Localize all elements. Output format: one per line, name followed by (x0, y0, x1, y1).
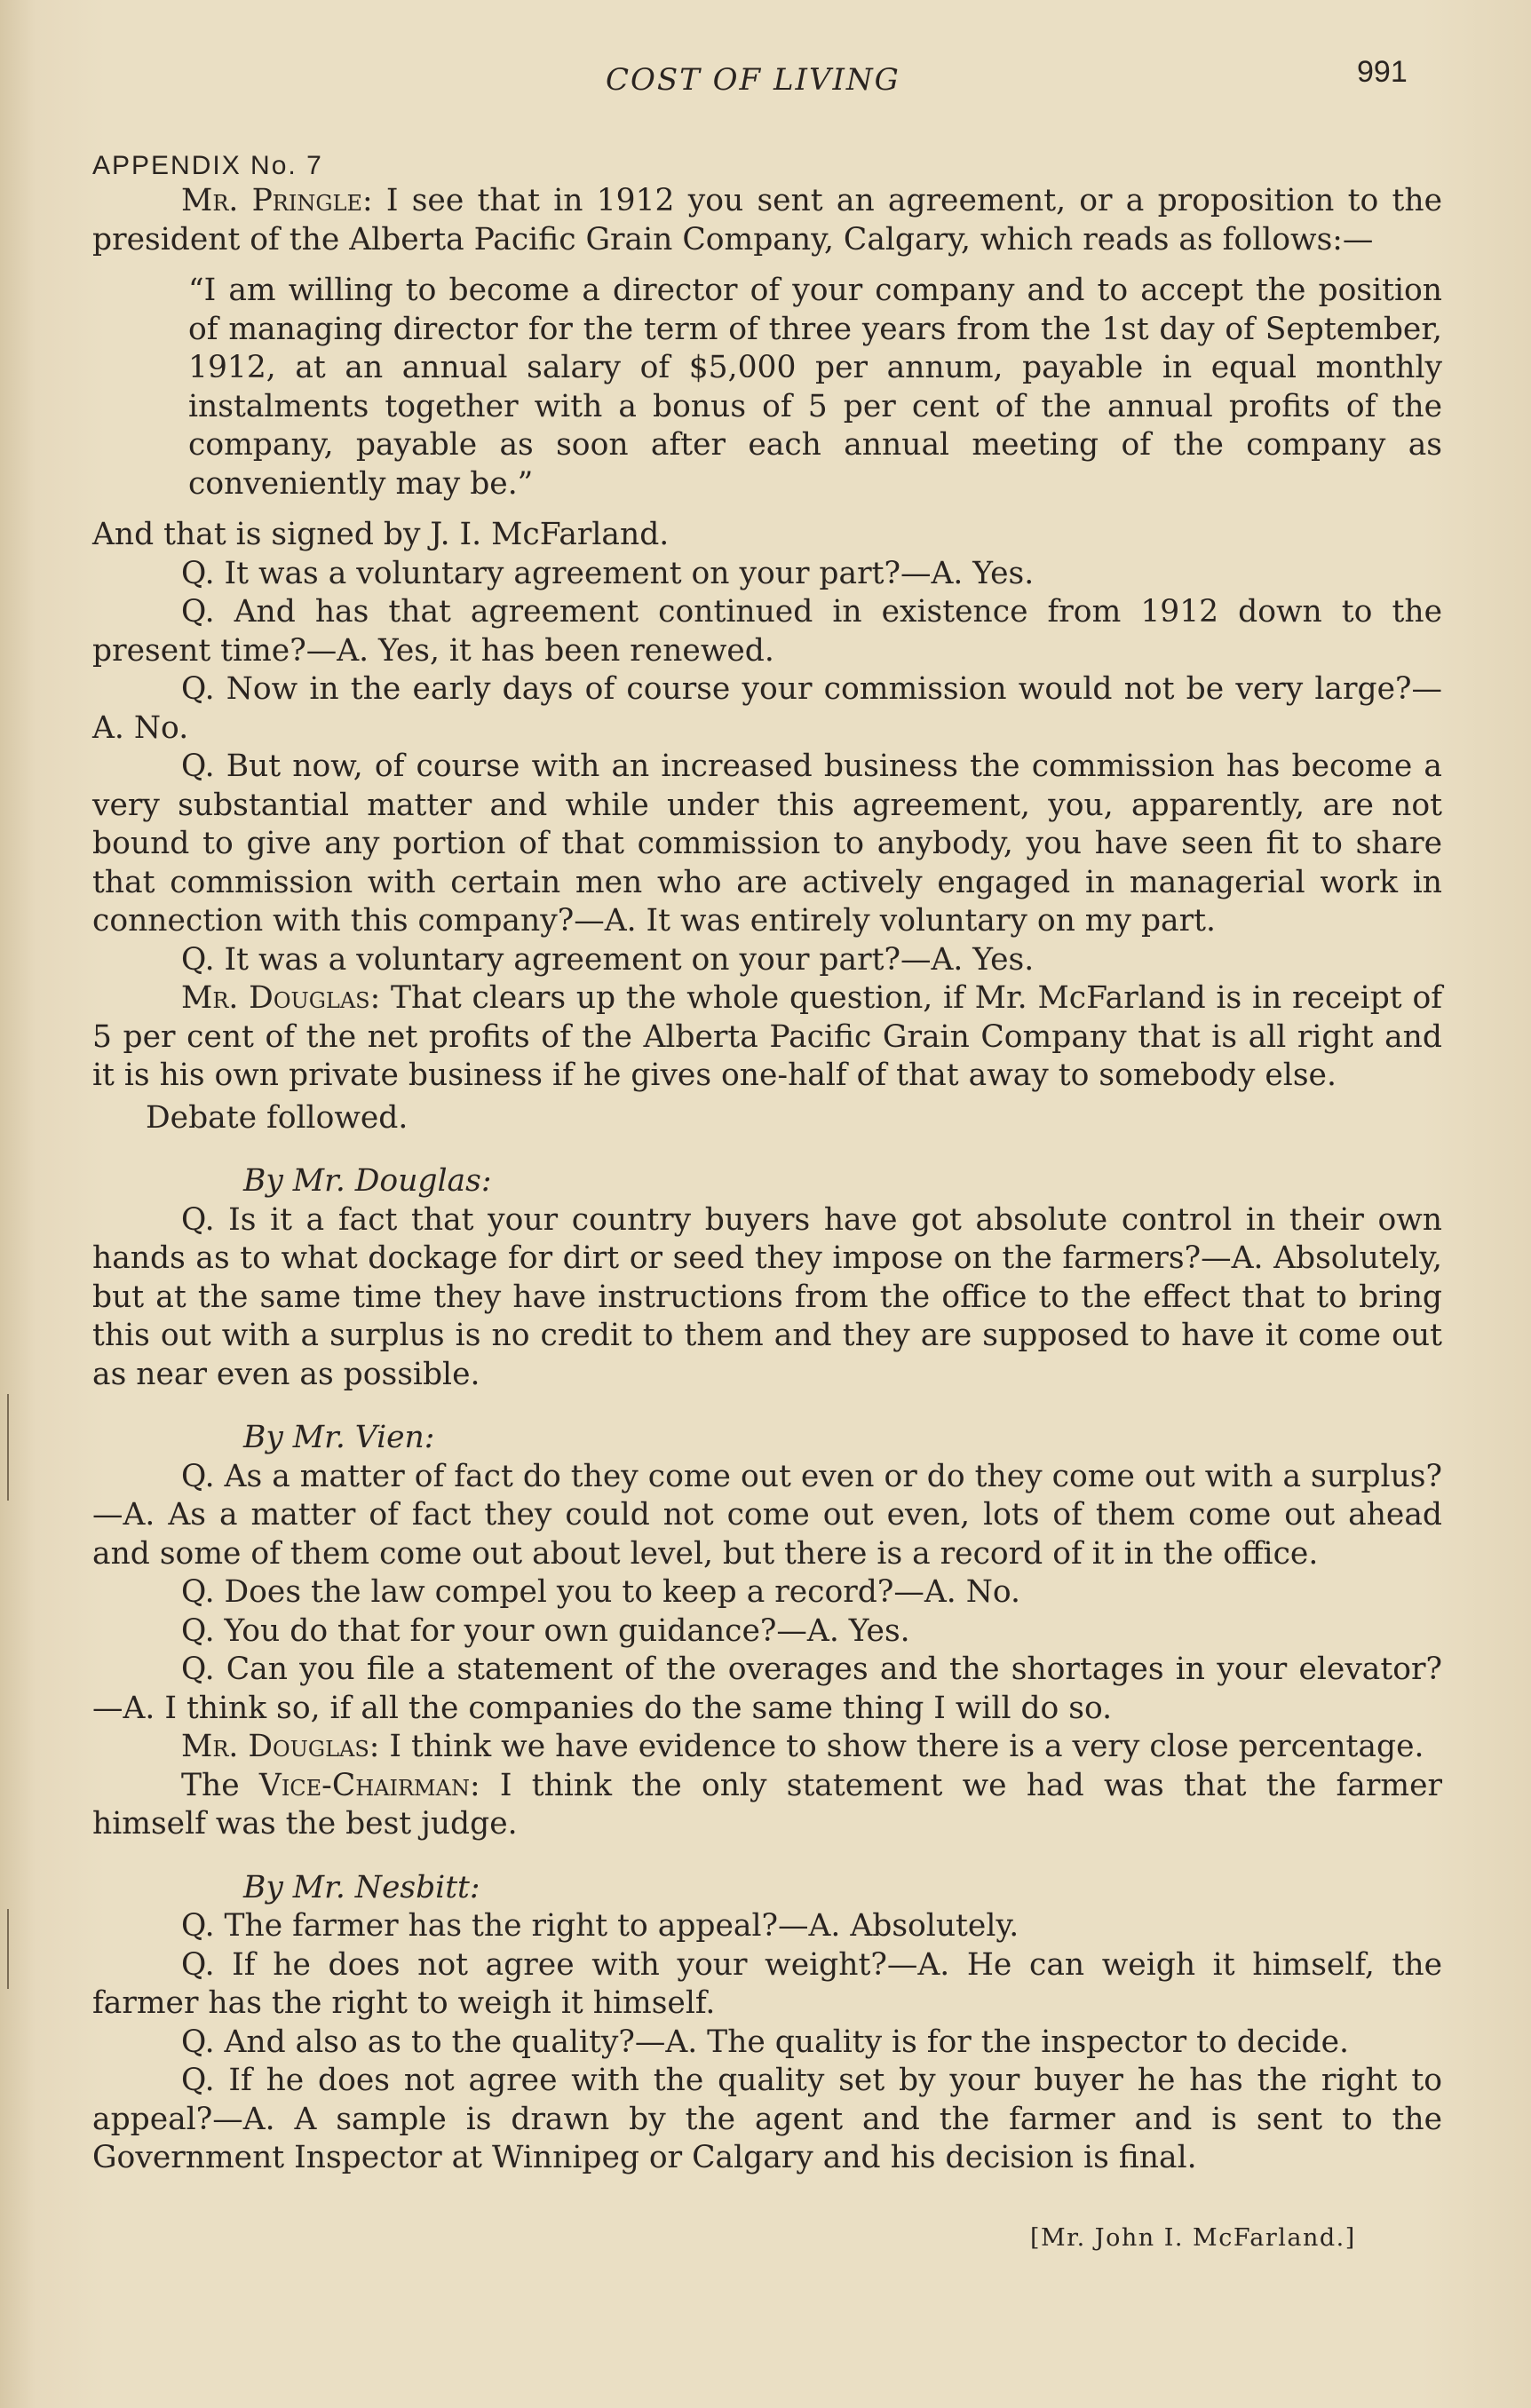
question-answer: Q. You do that for your own guidance?—A. Yes. (181, 1612, 910, 1649)
question-answer: Q. The farmer has the right to appeal?—A. Absolutely. (181, 1908, 1019, 1944)
paragraph (92, 182, 1442, 259)
question-answer: Q. But now, of course with an increased business the commission has become a very substantial matter and while under this agreement, you, apparently, are not bound to give any portion of that commission to anybody, you have seen fit to share that commission with certain men who are actively engaged in managerial work in connection with this company?—A. It was entirely voluntary on my part. (92, 749, 1442, 939)
question-answer: Q. Does the law compel you to keep a record?—A. No. (181, 1574, 1021, 1610)
paragraph (92, 1767, 1442, 1844)
paragraph-text: : I think the only statement we had was that the farmer himself was the best judge. (92, 1767, 1442, 1842)
question-answer: Q. It was a voluntary agreement on your part?—A. Yes. (181, 941, 1035, 978)
speaker-name: Mr. Pringle (181, 183, 362, 218)
section-heading: By Mr. Vien: (243, 1420, 435, 1455)
margin-mark (7, 1394, 9, 1501)
question-answer: Q. It was a voluntary agreement on your part?—A. Yes. (181, 555, 1035, 591)
question-answer: Q. And also as to the quality?—A. The quality is for the inspector to decide. (181, 2024, 1350, 2060)
question-answer: Q. And has that agreement continued in existence from 1912 down to the present time?—A. Yes, it has been renewed. (92, 594, 1442, 669)
quote-text: “I am willing to become a director of your company and to accept the position of managing director for the term of three years from the 1st day of September, 1912, at an annual salary of $5,000 per annum, payable in equal monthly instalments together with a bonus of 5 per cent of the annual profits of the company, payable as soon after each annual meeting of the company as conveniently may be.” (188, 273, 1442, 502)
paragraph-text: The (181, 1767, 259, 1803)
running-head (0, 55, 1531, 108)
appendix-label: APPENDIX No. 7 (92, 151, 323, 180)
question-answer: Q. If he does not agree with your weight?—A. He can weigh it himself, the farmer has the right to weigh it himself. (92, 1946, 1442, 2021)
paragraph (92, 979, 1442, 1096)
paragraph-text: : I see that in 1912 you sent an agreement, or a proposition to the president of the Alberta Pacific Grain Company, Calgary, which reads as follows:— (92, 183, 1442, 257)
question-answer: Q. As a matter of fact do they come out even or do they come out with a surplus?—A. As a matter of fact they could not come out even, lots of them come out ahead and some of them come out about level, but there is a record of it in the office. (92, 1458, 1442, 1572)
document-body (92, 182, 1442, 2178)
section-heading: By Mr. Nesbitt: (243, 1869, 480, 1905)
question-answer: Q. Is it a fact that your country buyers have got absolute control in their own hands as to what dockage for dirt or seed they impose on the farmers?—A. Absolutely, but at the same time they have instructions from the office to the effect that to bring this out with a surplus is no credit to them and they are supposed to have it come out as near even as possible. (92, 1201, 1442, 1392)
paragraph: Debate followed. (146, 1099, 409, 1136)
speaker-name: Mr. Douglas (181, 1729, 369, 1764)
block-quote (188, 272, 1442, 503)
paragraph-text: : That clears up the whole question, if Mr. McFarland is in receipt of 5 per cent of the net profits of the Alberta Pacific Grain Company that is all right and it is his own private business if he gives one-half of that away to somebody else. (92, 980, 1442, 1093)
witness-note: [Mr. John I. McFarland.] (1030, 2224, 1356, 2252)
question-answer: Q. Now in the early days of course your commission would not be very large?—A. No. (92, 671, 1442, 746)
speaker-name: Mr. Douglas (181, 980, 370, 1016)
paragraph (92, 1728, 1442, 1767)
question-answer: Q. If he does not agree with the quality set by your buyer he has the right to appeal?—A. A sample is drawn by the agent and the farmer and is sent to the Government Inspector at Winnipeg or Calgary and his decision is final. (92, 2063, 1442, 2175)
page-number: 991 (1357, 55, 1408, 89)
margin-mark (7, 1909, 9, 1989)
paragraph-text: : I think we have evidence to show there is a very close percentage. (369, 1729, 1424, 1764)
speaker-name: Vice-Chairman (258, 1767, 470, 1803)
question-answer: Q. Can you file a statement of the overages and the shortages in your elevator?—A. I think so, if all the companies do the same thing I will do so. (92, 1652, 1442, 1726)
section-heading: By Mr. Douglas: (243, 1163, 492, 1199)
page-title: COST OF LIVING (606, 62, 900, 98)
paragraph: And that is signed by J. I. McFarland. (92, 517, 670, 552)
